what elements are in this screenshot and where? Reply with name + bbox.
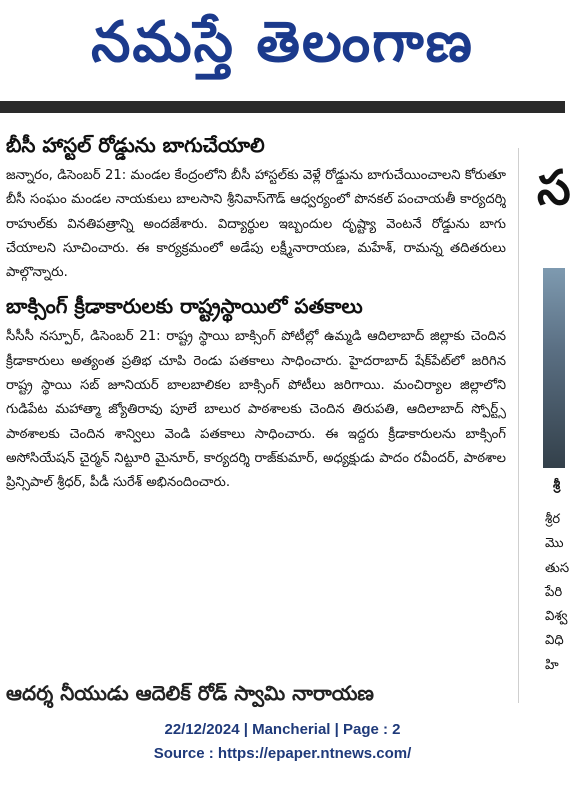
- side-headline-fragment: స: [537, 160, 571, 216]
- side-line: మొ: [545, 536, 564, 552]
- newspaper-logo: నమస్తే తెలంగాణ: [91, 10, 474, 75]
- page-footer: [0, 718, 565, 766]
- article-body: జన్నారం, డిసెంబర్ 21: మండల కేంద్రంలోని బీసీ హాస్టల్‌కు వెళ్లే రోడ్డును బాగుచేయించాలని కోరుతూ బీసీ సంఘం మండల నాయకులు బాలసాని శ్రీనివాస్‌గౌడ్ ఆధ్వర్యంలో పొనకల్ పంచాయతీ కార్యదర్శి రాహుల్‌కు వినతిపత్రాన్ని అందజేశారు. విద్యార్థుల ఇబ్బందుల దృష్ట్యా వెంటనే రోడ్డును బాగు చేయాలని సూచించారు. ఈ కార్యక్రమంలో అడేపు లక్ష్మీనారాయణ, మహేశ్, రామన్న తదితరులు పాల్గొన్నారు.: [6, 168, 506, 281]
- masthead: [0, 0, 565, 104]
- cut-off-headline: [0, 681, 512, 712]
- side-line: పేరి: [545, 584, 563, 600]
- side-line: తుస: [545, 560, 570, 576]
- side-text-lines: [545, 508, 569, 678]
- side-line: విశ్వ: [545, 609, 568, 625]
- footer-dateline: 22/12/2024 | Mancherial | Page : 2: [164, 721, 401, 738]
- article-body: సీసీసీ నస్పూర్, డిసెంబర్ 21: రాష్ట్ర స్థాయి బాక్సింగ్ పోటీల్లో ఉమ్మడి ఆదిలాబాద్ జిల్లాకు చెందిన క్రీడాకారులు అత్యంత ప్రతిభ చూపి రెండు పతకాలు సాధించారు. హైదరాబాద్ షేక్‌పేట్‌లో జరిగిన రాష్ట్ర స్థాయి సబ్ జూనియర్ బాలబాలికల బాక్సింగ్ పోటీలు జరిగాయి. మంచిర్యాల జిల్లాలోని గుడిపేట మహాత్మా జ్యోతిరావు పూలే బాలుర పాఠశాలకు చెందిన తిరుపతి, ఆదిలాబాద్ స్పోర్ట్స్ పాఠశాలకు చెందిన శాన్విలు వెండి పతకాలు సాధించారు. ఈ ఇద్దరు క్రీడాకారులను బాక్సింగ్ అసోసియేషన్ చైర్మన్ నిట్టూరి మైనూర్, కార్యదర్శి రాజ్‌కుమార్, అధ్యక్షుడు పాదం రవీందర్, పాఠశాల ప్రిన్సిపాల్ శ్రీధర్, పీడీ సురేశ్ అభినందించారు.: [6, 329, 506, 491]
- article-hostel-road: [0, 130, 512, 285]
- side-column: [523, 148, 571, 708]
- side-photo: [543, 268, 565, 468]
- article-headline: బాక్సింగ్ క్రీడాకారులకు రాష్ట్రస్థాయిలో పతకాలు: [6, 294, 363, 319]
- article-column: [0, 130, 512, 708]
- side-line: విధి: [545, 633, 564, 649]
- column-divider: [518, 148, 519, 703]
- article-boxing-medals: [0, 291, 512, 495]
- side-line: హి: [545, 657, 559, 673]
- footer-source: Source : https://epaper.ntnews.com/: [153, 745, 412, 762]
- masthead-rule: [0, 101, 565, 113]
- next-article-headline: ఆదర్శ నీయుడు ఆదెలిక్ రోడ్ స్వామి నారాయణ: [6, 681, 374, 705]
- article-headline: బీసీ హాస్టల్ రోడ్డును బాగుచేయాలి: [6, 133, 265, 157]
- side-line: శ్రీర: [545, 512, 561, 527]
- side-photo-caption: శ్రీ: [553, 478, 561, 493]
